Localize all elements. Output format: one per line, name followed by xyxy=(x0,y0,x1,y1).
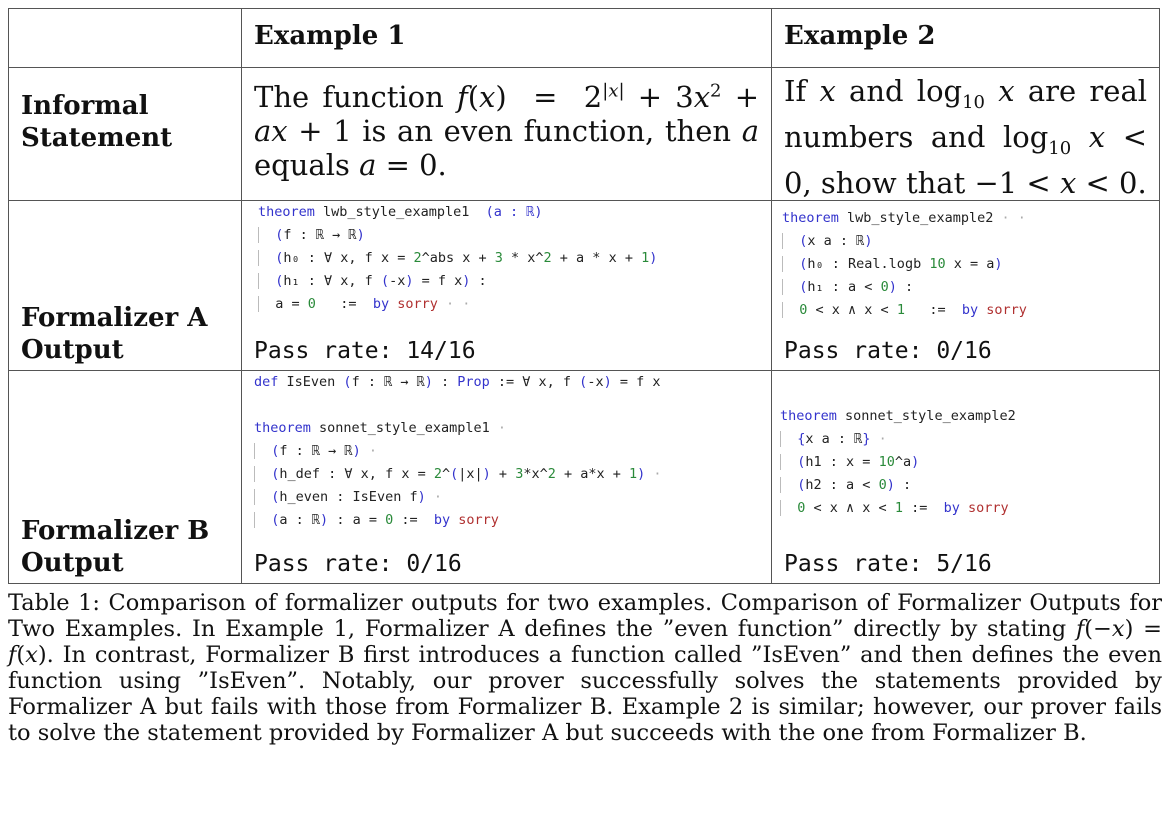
formalizer-b-example-1 xyxy=(242,370,772,583)
row-label-line: Output xyxy=(21,547,124,578)
pass-rate: Pass rate: 0/16 xyxy=(254,550,462,577)
row-label-line: Formalizer B xyxy=(21,515,210,546)
table-caption: Table 1: Comparison of formalizer outputs for two examples. Comparison of Formalizer Outputs for Two Examples. In Example 1, Formalizer A defines the ”even function” directly by stating f(−x) = f(x). In contrast, Formalizer B first introduces a function called ”IsEven” and then defines the even function using ”IsEven”. Notably, our prover successfully solves the statements provided by Formalizer A but fails with those from Formalizer B. Example 2 is similar; however, our prover fails to solve the statement provided by Formalizer A but succeeds with the one from Formalizer B. xyxy=(8,590,1162,746)
header-example-1: Example 1 xyxy=(242,9,772,68)
informal-text: The function $f(x) = 2^{|x|} + 3x^2$ + ax + 1 is an even function, then a equals a = 0. xyxy=(254,79,759,182)
row-label-formalizer-a xyxy=(9,200,242,370)
row-label-formalizer-b xyxy=(9,370,242,583)
lean-code-block: theorem lwb_style_example2 · · (x a : ℝ) (h₀ : Real.logb 10 x = a) (h₁ : a < 0) : 0 < x ∧ x < 1 := by sorry xyxy=(782,209,1027,318)
lean-code-block: theorem lwb_style_example1 (a : ℝ) (f : ℝ → ℝ) (h₀ : ∀ x, f x = 2^abs x + 3 * x^2 + a * x + 1) (h₁ : ∀ x, f (-x) = f x) : a = 0 := by sorry · · xyxy=(258,203,658,312)
informal-text: If x and $\log_{10} x$ are real numbers and $\log_{10} x < 0$, show that −1 < x < 0. xyxy=(784,74,1148,200)
header-example-2: Example 2 xyxy=(772,9,1160,68)
header-empty xyxy=(9,9,242,68)
pass-rate: Pass rate: 0/16 xyxy=(784,337,992,364)
pass-rate: Pass rate: 14/16 xyxy=(254,337,476,364)
informal-statement-example-2 xyxy=(772,68,1160,201)
comparison-table xyxy=(8,8,1160,584)
row-label-informal xyxy=(9,68,242,201)
formalizer-a-example-1 xyxy=(242,200,772,370)
lean-code-block: theorem sonnet_style_example2 {x a : ℝ} · (h1 : x = 10^a) (h2 : a < 0) : 0 < x ∧ x < 1 := by sorry xyxy=(780,407,1016,516)
formalizer-b-example-2 xyxy=(772,370,1160,583)
pass-rate: Pass rate: 5/16 xyxy=(784,550,992,577)
formalizer-a-example-2 xyxy=(772,200,1160,370)
row-label-line: Statement xyxy=(21,123,173,153)
row-label-line: Formalizer A xyxy=(21,302,208,333)
informal-statement-example-1 xyxy=(242,68,772,201)
row-label-line: Output xyxy=(21,334,124,365)
row-label-line: Informal xyxy=(21,91,149,121)
lean-code-block: def IsEven (f : ℝ → ℝ) : Prop := ∀ x, f (-x) = f x theorem sonnet_style_example1 · (f : ℝ → ℝ) · (h_def : ∀ x, f x = 2^(|x|) + 3*x^2 + a*x + 1) · (h_even : IsEven f) · (a : ℝ) : a = 0 := by sorry xyxy=(254,373,662,528)
